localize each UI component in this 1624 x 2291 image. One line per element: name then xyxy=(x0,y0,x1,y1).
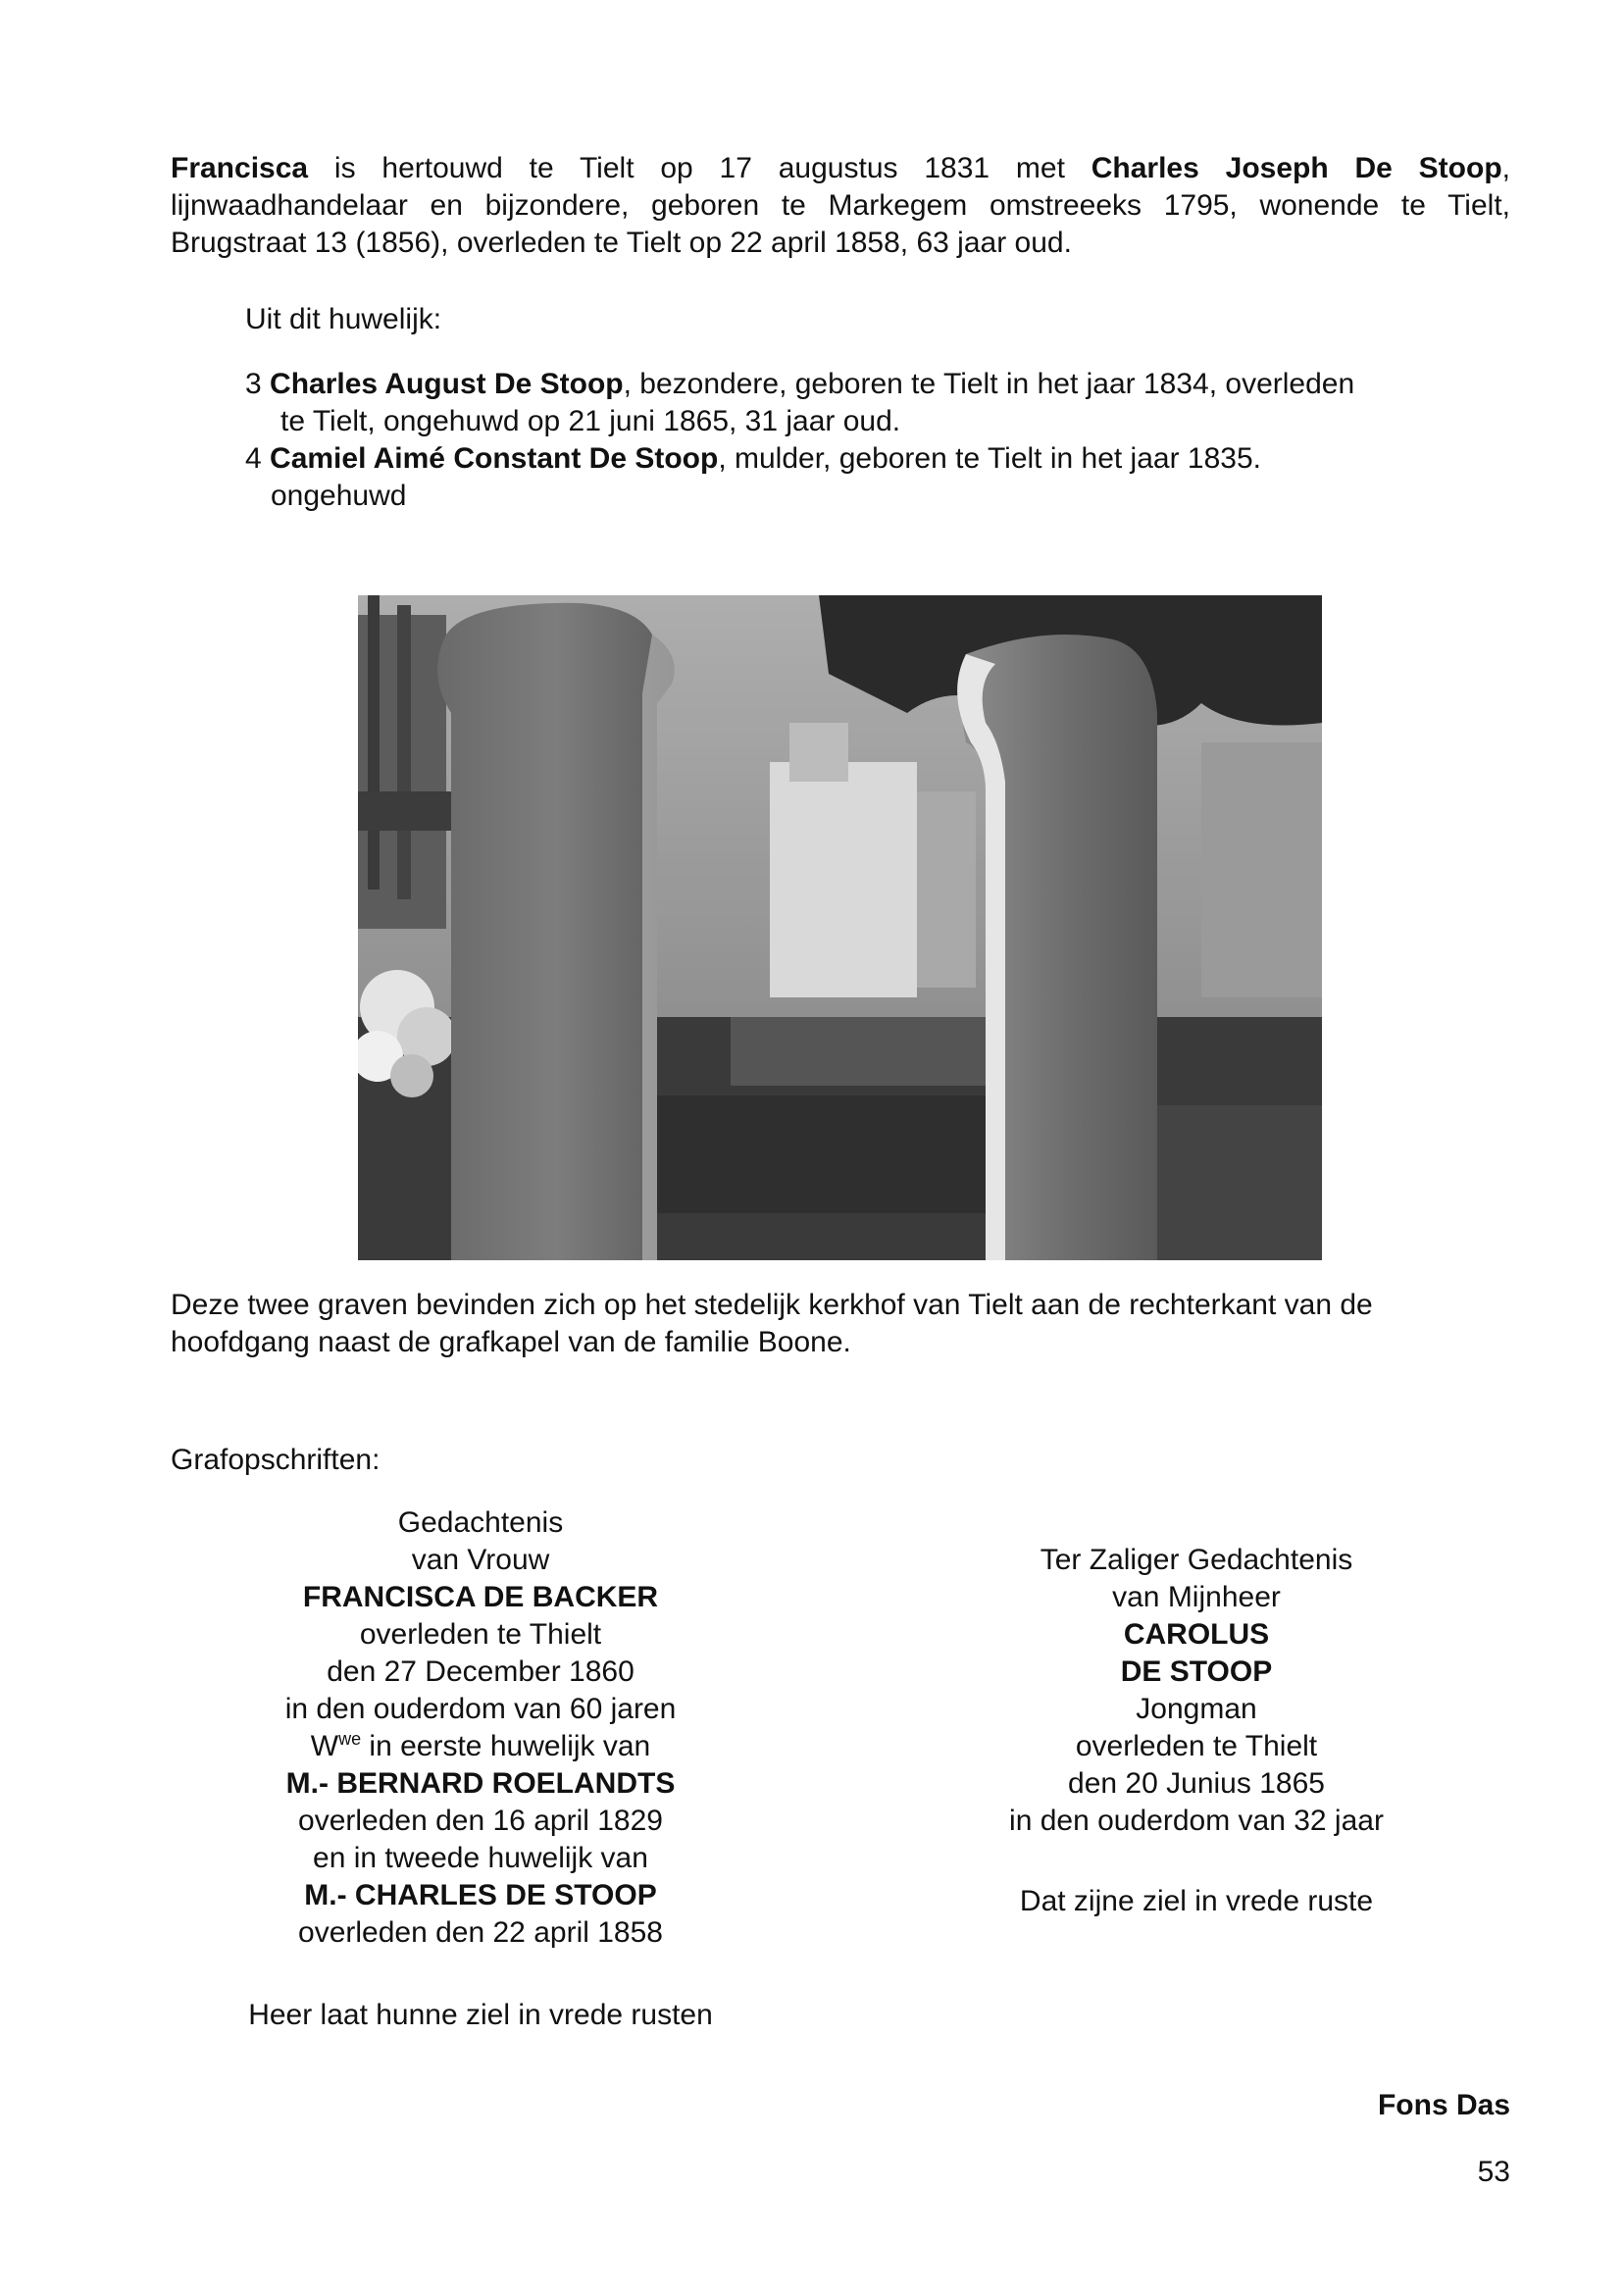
epitaph-right xyxy=(912,1542,1481,1840)
epitaph-name: M.- CHARLES DE STOOP xyxy=(304,1879,657,1911)
child-number: 3 xyxy=(245,368,262,400)
epitaph-line: in den ouderdom van 60 jaren xyxy=(284,1693,677,1725)
epitaph-name: DE STOOP xyxy=(1120,1655,1273,1688)
child-continuation: te Tielt, ongehuwd op 21 juni 1865, 31 jaar oud. xyxy=(280,405,901,437)
epitaph-line: den 27 December 1860 xyxy=(327,1655,634,1688)
cemetery-photo xyxy=(358,595,1322,1260)
epitaph-line: overleden te Thielt xyxy=(359,1618,602,1651)
intro-text-1: is hertouwd te Tielt op 17 augustus 1831 met xyxy=(308,152,1091,184)
widow-superscript: we xyxy=(338,1729,362,1749)
epitaph-line: in den ouderdom van 32 jaar xyxy=(1009,1805,1384,1837)
intro-spouse: Charles Joseph De Stoop xyxy=(1091,152,1502,184)
epitaph-line xyxy=(196,1728,765,1765)
intro-paragraph xyxy=(171,150,1510,262)
epitaph-right-prayer: Dat zijne ziel in vrede ruste xyxy=(1019,1885,1374,1917)
child-number: 4 xyxy=(245,442,262,475)
epitaph-line: Jongman xyxy=(1136,1693,1257,1725)
intro-text-2: , lijnwaadhandelaar en bijzondere, geboren te Markegem omstreeeks 1795, wonende te Tielt, Brugstraat 13 (1856), overleden te Tielt op 22 april 1858, 63 jaar oud. xyxy=(171,152,1510,259)
epitaph-line: van Mijnheer xyxy=(1112,1581,1281,1613)
child-entry xyxy=(245,366,1515,440)
epitaph-line: Ter Zaliger Gedachtenis xyxy=(1040,1544,1353,1576)
epitaph-line-rest: in eerste huwelijk van xyxy=(361,1730,651,1762)
epitaph-left xyxy=(196,1504,765,1952)
intro-name: Francisca xyxy=(171,152,309,184)
gravestones-image xyxy=(358,595,1322,1260)
epitaph-line: en in tweede huwelijk van xyxy=(313,1842,648,1874)
epitaph-line: Gedachtenis xyxy=(397,1506,564,1539)
epitaph-line: overleden den 16 april 1829 xyxy=(298,1805,663,1837)
epitaph-name: M.- BERNARD ROELANDTS xyxy=(285,1767,676,1800)
epitaph-line: overleden den 22 april 1858 xyxy=(298,1916,663,1949)
child-text: , bezondere, geboren te Tielt in het jaar 1834, overleden xyxy=(623,368,1355,400)
epitaphs-heading: Grafopschriften: xyxy=(171,1444,381,1476)
photo-caption: Deze twee graven bevinden zich op het stedelijk kerkhof van Tielt aan de rechterkant van de hoofdgang naast de grafkapel van de familie Boone. xyxy=(171,1289,1373,1358)
children-list xyxy=(245,366,1515,515)
child-name: Charles August De Stoop xyxy=(270,368,624,400)
epitaph-line: overleden te Thielt xyxy=(1075,1730,1318,1762)
children-heading: Uit dit huwelijk: xyxy=(245,303,442,335)
child-name: Camiel Aimé Constant De Stoop xyxy=(270,442,719,475)
epitaph-line: van Vrouw xyxy=(411,1544,550,1576)
epitaph-name: FRANCISCA DE BACKER xyxy=(302,1581,659,1613)
epitaph-name: CAROLUS xyxy=(1123,1618,1270,1651)
epitaph-left-prayer: Heer laat hunne ziel in vrede rusten xyxy=(248,1999,713,2031)
page-number: 53 xyxy=(1477,2156,1510,2188)
epitaph-line: den 20 Junius 1865 xyxy=(1068,1767,1325,1800)
child-entry xyxy=(245,440,1515,515)
child-text: , mulder, geboren te Tielt in het jaar 1835. xyxy=(718,442,1261,475)
child-continuation: ongehuwd xyxy=(271,480,407,512)
author-signature: Fons Das xyxy=(1377,2089,1510,2121)
widow-abbrev: W xyxy=(310,1730,339,1762)
